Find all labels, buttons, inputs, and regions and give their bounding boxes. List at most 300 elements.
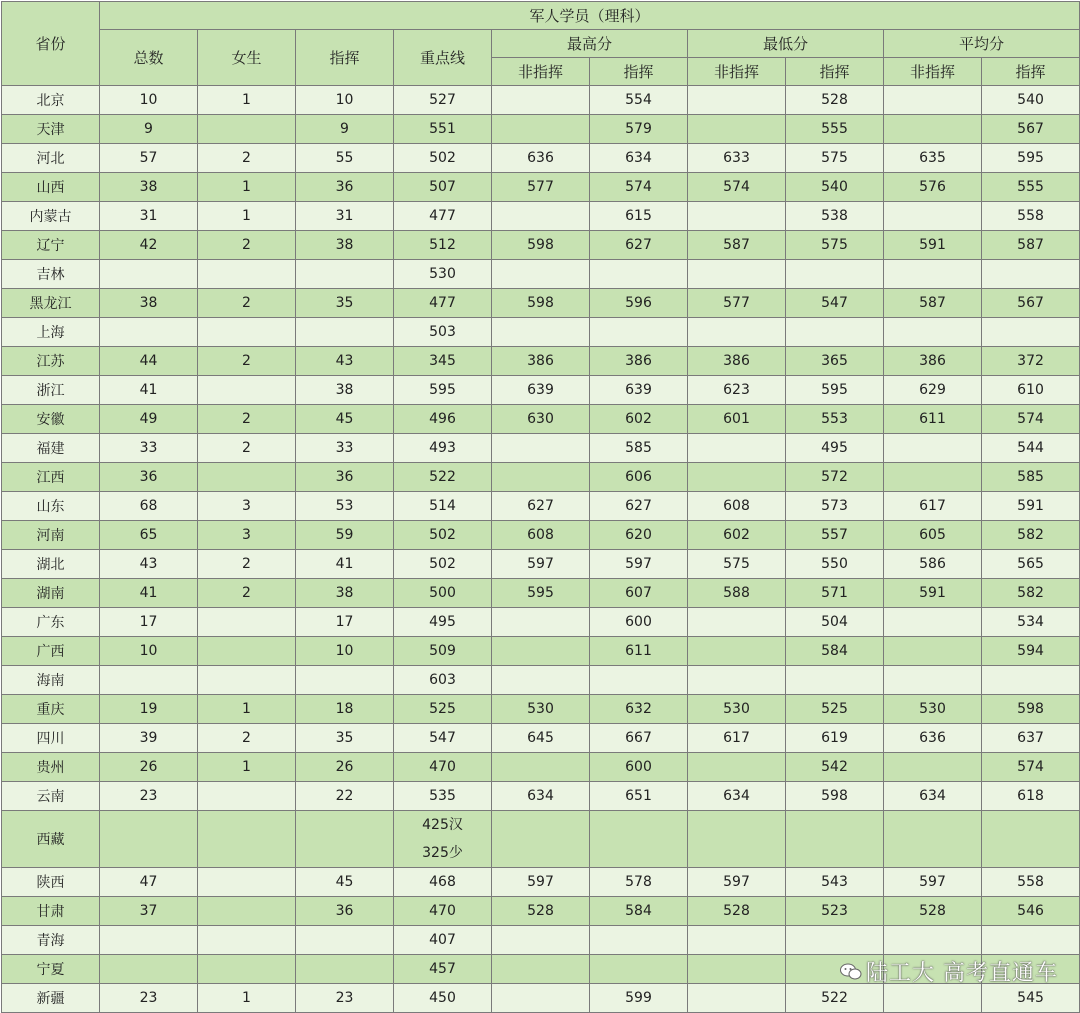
table-row (2, 318, 1080, 347)
total-cell: 49 (100, 405, 198, 434)
average-non-command-cell: 591 (884, 579, 982, 608)
highest-command-cell: 620 (590, 521, 688, 550)
highest-command-cell: 600 (590, 608, 688, 637)
highest-non-command-cell: 598 (492, 231, 590, 260)
province-cell: 四川 (2, 724, 100, 753)
total-cell: 43 (100, 550, 198, 579)
lowest-command-cell: 538 (786, 202, 884, 231)
table-row (2, 260, 1080, 289)
female-cell (198, 811, 296, 868)
key-line-cell: 522 (394, 463, 492, 492)
average-non-command-cell (884, 463, 982, 492)
average-non-command-cell (884, 608, 982, 637)
average-command-cell: 540 (982, 86, 1080, 115)
total-cell: 26 (100, 753, 198, 782)
highest-non-command-cell (492, 955, 590, 984)
command-cell: 22 (296, 782, 394, 811)
average-command-header: 指挥 (982, 58, 1080, 86)
command-cell: 38 (296, 231, 394, 260)
lowest-command-cell (786, 260, 884, 289)
highest-command-cell (590, 811, 688, 868)
total-cell: 36 (100, 463, 198, 492)
table-row (2, 782, 1080, 811)
total-cell: 42 (100, 231, 198, 260)
highest-command-cell: 597 (590, 550, 688, 579)
province-cell: 陕西 (2, 868, 100, 897)
average-non-command-cell: 586 (884, 550, 982, 579)
female-cell: 1 (198, 173, 296, 202)
total-cell: 19 (100, 695, 198, 724)
total-cell: 38 (100, 173, 198, 202)
lowest-non-command-cell (688, 637, 786, 666)
lowest-command-cell: 365 (786, 347, 884, 376)
average-non-command-cell: 617 (884, 492, 982, 521)
key-line-cell: 527 (394, 86, 492, 115)
average-non-command-cell: 528 (884, 897, 982, 926)
highest-command-cell: 607 (590, 579, 688, 608)
lowest-non-command-cell (688, 811, 786, 868)
highest-command-cell: 599 (590, 984, 688, 1013)
total-cell: 57 (100, 144, 198, 173)
average-non-command-cell (884, 666, 982, 695)
key-line-cell: 496 (394, 405, 492, 434)
average-non-command-cell (884, 115, 982, 144)
table-row (2, 434, 1080, 463)
table-row (2, 144, 1080, 173)
average-command-cell: 574 (982, 405, 1080, 434)
table-row (2, 521, 1080, 550)
female-cell: 2 (198, 579, 296, 608)
lowest-non-command-header: 非指挥 (688, 58, 786, 86)
command-cell: 23 (296, 984, 394, 1013)
average-command-cell: 567 (982, 289, 1080, 318)
highest-non-command-cell (492, 260, 590, 289)
average-command-cell: 555 (982, 173, 1080, 202)
highest-command-cell: 554 (590, 86, 688, 115)
command-cell: 26 (296, 753, 394, 782)
highest-command-cell: 585 (590, 434, 688, 463)
highest-non-command-cell (492, 753, 590, 782)
key-line-cell: 512 (394, 231, 492, 260)
lowest-non-command-cell: 633 (688, 144, 786, 173)
highest-command-cell: 606 (590, 463, 688, 492)
table-row (2, 86, 1080, 115)
key-line-cell: 468 (394, 868, 492, 897)
key-line-cell: 525 (394, 695, 492, 724)
female-cell: 2 (198, 405, 296, 434)
command-cell: 43 (296, 347, 394, 376)
lowest-command-cell (786, 318, 884, 347)
lowest-command-cell: 557 (786, 521, 884, 550)
highest-non-command-cell: 595 (492, 579, 590, 608)
female-cell (198, 926, 296, 955)
total-cell: 65 (100, 521, 198, 550)
lowest-non-command-cell (688, 926, 786, 955)
average-non-command-cell: 629 (884, 376, 982, 405)
command-cell: 35 (296, 724, 394, 753)
province-cell: 山西 (2, 173, 100, 202)
highest-command-cell: 651 (590, 782, 688, 811)
total-cell: 47 (100, 868, 198, 897)
average-non-command-cell (884, 811, 982, 868)
average-command-cell: 567 (982, 115, 1080, 144)
highest-non-command-cell (492, 608, 590, 637)
average-command-cell: 544 (982, 434, 1080, 463)
command-cell: 31 (296, 202, 394, 231)
average-non-command-cell (884, 753, 982, 782)
average-non-command-header: 非指挥 (884, 58, 982, 86)
total-cell: 17 (100, 608, 198, 637)
total-cell: 37 (100, 897, 198, 926)
average-non-command-cell: 636 (884, 724, 982, 753)
province-cell: 江苏 (2, 347, 100, 376)
female-cell: 2 (198, 550, 296, 579)
highest-non-command-header: 非指挥 (492, 58, 590, 86)
lowest-non-command-cell: 623 (688, 376, 786, 405)
admission-score-table (1, 1, 1080, 1013)
lowest-command-cell: 495 (786, 434, 884, 463)
table-row (2, 637, 1080, 666)
lowest-non-command-cell: 386 (688, 347, 786, 376)
average-command-cell (982, 260, 1080, 289)
province-cell: 黑龙江 (2, 289, 100, 318)
highest-non-command-cell: 639 (492, 376, 590, 405)
key-line-cell: 509 (394, 637, 492, 666)
average-command-cell: 534 (982, 608, 1080, 637)
average-command-cell: 585 (982, 463, 1080, 492)
total-cell: 39 (100, 724, 198, 753)
average-non-command-cell: 591 (884, 231, 982, 260)
key-line-cell: 450 (394, 984, 492, 1013)
key-line-cell: 535 (394, 782, 492, 811)
lowest-non-command-cell (688, 463, 786, 492)
command-cell: 17 (296, 608, 394, 637)
key-line-cell: 477 (394, 202, 492, 231)
province-cell: 重庆 (2, 695, 100, 724)
highest-non-command-cell (492, 318, 590, 347)
table-body (2, 86, 1080, 1013)
province-cell: 新疆 (2, 984, 100, 1013)
lowest-header: 最低分 (688, 30, 884, 58)
command-cell (296, 666, 394, 695)
command-cell: 35 (296, 289, 394, 318)
average-command-cell: 372 (982, 347, 1080, 376)
lowest-command-cell (786, 955, 884, 984)
key-line-cell: 551 (394, 115, 492, 144)
average-non-command-cell (884, 318, 982, 347)
lowest-non-command-cell (688, 753, 786, 782)
table-header (2, 2, 1080, 86)
average-command-cell: 637 (982, 724, 1080, 753)
female-cell (198, 868, 296, 897)
key-line-cell: 500 (394, 579, 492, 608)
table-row (2, 724, 1080, 753)
total-cell (100, 811, 198, 868)
average-command-cell: 546 (982, 897, 1080, 926)
female-cell: 1 (198, 984, 296, 1013)
total-cell: 38 (100, 289, 198, 318)
average-command-cell: 558 (982, 868, 1080, 897)
lowest-command-cell (786, 811, 884, 868)
command-header: 指挥 (296, 30, 394, 86)
table-row (2, 984, 1080, 1013)
highest-command-cell: 602 (590, 405, 688, 434)
key-line-cell: 470 (394, 897, 492, 926)
total-cell: 68 (100, 492, 198, 521)
lowest-command-cell: 584 (786, 637, 884, 666)
province-header: 省份 (2, 2, 100, 86)
group-title: 军人学员（理科） (100, 2, 1080, 30)
average-non-command-cell (884, 637, 982, 666)
key-line-cell: 595 (394, 376, 492, 405)
lowest-non-command-cell (688, 984, 786, 1013)
province-cell: 海南 (2, 666, 100, 695)
average-command-cell: 591 (982, 492, 1080, 521)
female-cell: 2 (198, 231, 296, 260)
command-cell (296, 260, 394, 289)
lowest-non-command-cell: 608 (688, 492, 786, 521)
average-non-command-cell: 634 (884, 782, 982, 811)
lowest-non-command-cell: 588 (688, 579, 786, 608)
total-cell: 9 (100, 115, 198, 144)
female-cell: 1 (198, 86, 296, 115)
female-cell (198, 376, 296, 405)
female-cell: 3 (198, 521, 296, 550)
table-row (2, 405, 1080, 434)
average-command-cell: 545 (982, 984, 1080, 1013)
lowest-non-command-cell (688, 260, 786, 289)
key-line-cell: 407 (394, 926, 492, 955)
table-row (2, 868, 1080, 897)
average-header: 平均分 (884, 30, 1080, 58)
lowest-non-command-cell: 617 (688, 724, 786, 753)
table-row (2, 231, 1080, 260)
key-line-cell: 502 (394, 144, 492, 173)
province-cell: 山东 (2, 492, 100, 521)
key-line-cell: 530 (394, 260, 492, 289)
key-line-cell: 495 (394, 608, 492, 637)
female-cell (198, 955, 296, 984)
lowest-non-command-cell: 601 (688, 405, 786, 434)
female-cell (198, 115, 296, 144)
highest-non-command-cell (492, 115, 590, 144)
command-cell (296, 926, 394, 955)
average-command-cell: 618 (982, 782, 1080, 811)
highest-command-cell: 386 (590, 347, 688, 376)
lowest-non-command-cell (688, 608, 786, 637)
highest-non-command-cell: 597 (492, 868, 590, 897)
average-command-cell: 610 (982, 376, 1080, 405)
lowest-non-command-cell: 530 (688, 695, 786, 724)
key-line-cell: 503 (394, 318, 492, 347)
key-line-cell: 514 (394, 492, 492, 521)
lowest-command-cell: 540 (786, 173, 884, 202)
table-row (2, 811, 1080, 868)
province-cell: 吉林 (2, 260, 100, 289)
table-row (2, 289, 1080, 318)
average-command-cell: 587 (982, 231, 1080, 260)
lowest-command-cell: 553 (786, 405, 884, 434)
average-non-command-cell (884, 434, 982, 463)
average-non-command-cell: 587 (884, 289, 982, 318)
highest-command-cell: 627 (590, 492, 688, 521)
female-cell: 2 (198, 347, 296, 376)
female-cell: 1 (198, 202, 296, 231)
province-cell: 上海 (2, 318, 100, 347)
lowest-command-cell: 573 (786, 492, 884, 521)
highest-non-command-cell (492, 666, 590, 695)
average-non-command-cell: 576 (884, 173, 982, 202)
command-cell: 41 (296, 550, 394, 579)
command-cell (296, 955, 394, 984)
lowest-command-cell: 619 (786, 724, 884, 753)
command-cell: 45 (296, 868, 394, 897)
command-cell: 9 (296, 115, 394, 144)
lowest-non-command-cell (688, 434, 786, 463)
table-row (2, 115, 1080, 144)
lowest-command-cell: 528 (786, 86, 884, 115)
key-line-cell: 477 (394, 289, 492, 318)
province-cell: 西藏 (2, 811, 100, 868)
total-cell: 41 (100, 376, 198, 405)
highest-non-command-cell: 597 (492, 550, 590, 579)
highest-command-cell: 634 (590, 144, 688, 173)
table-row (2, 897, 1080, 926)
female-cell (198, 463, 296, 492)
highest-non-command-cell: 598 (492, 289, 590, 318)
province-cell: 湖南 (2, 579, 100, 608)
province-cell: 云南 (2, 782, 100, 811)
command-cell (296, 811, 394, 868)
lowest-command-cell: 555 (786, 115, 884, 144)
total-cell: 31 (100, 202, 198, 231)
highest-non-command-cell: 627 (492, 492, 590, 521)
lowest-non-command-cell: 528 (688, 897, 786, 926)
total-cell (100, 260, 198, 289)
lowest-non-command-cell: 634 (688, 782, 786, 811)
province-cell: 安徽 (2, 405, 100, 434)
average-command-cell: 574 (982, 753, 1080, 782)
table-row (2, 463, 1080, 492)
highest-command-cell: 596 (590, 289, 688, 318)
table-row (2, 202, 1080, 231)
highest-command-cell: 574 (590, 173, 688, 202)
table-row (2, 753, 1080, 782)
highest-command-cell: 579 (590, 115, 688, 144)
female-cell: 1 (198, 753, 296, 782)
lowest-non-command-cell (688, 955, 786, 984)
province-cell: 福建 (2, 434, 100, 463)
province-cell: 辽宁 (2, 231, 100, 260)
female-cell (198, 608, 296, 637)
province-cell: 广西 (2, 637, 100, 666)
average-command-cell: 594 (982, 637, 1080, 666)
female-cell: 2 (198, 144, 296, 173)
highest-non-command-cell: 636 (492, 144, 590, 173)
table-row (2, 955, 1080, 984)
command-cell: 36 (296, 463, 394, 492)
table-row (2, 579, 1080, 608)
province-cell: 宁夏 (2, 955, 100, 984)
average-non-command-cell: 611 (884, 405, 982, 434)
lowest-non-command-cell (688, 318, 786, 347)
province-cell: 湖北 (2, 550, 100, 579)
lowest-command-cell: 547 (786, 289, 884, 318)
command-cell: 55 (296, 144, 394, 173)
female-cell (198, 260, 296, 289)
highest-command-cell: 611 (590, 637, 688, 666)
province-cell: 天津 (2, 115, 100, 144)
average-command-cell (982, 811, 1080, 868)
highest-command-cell (590, 260, 688, 289)
key-line-cell: 547 (394, 724, 492, 753)
key-line-cell: 502 (394, 521, 492, 550)
highest-non-command-cell (492, 637, 590, 666)
highest-command-cell (590, 318, 688, 347)
total-cell (100, 666, 198, 695)
female-cell: 3 (198, 492, 296, 521)
province-cell: 河南 (2, 521, 100, 550)
female-header: 女生 (198, 30, 296, 86)
table-row (2, 492, 1080, 521)
female-cell: 2 (198, 434, 296, 463)
lowest-non-command-cell (688, 86, 786, 115)
province-cell: 江西 (2, 463, 100, 492)
highest-command-cell: 639 (590, 376, 688, 405)
lowest-non-command-cell: 587 (688, 231, 786, 260)
average-command-cell (982, 955, 1080, 984)
total-cell: 41 (100, 579, 198, 608)
total-cell: 10 (100, 86, 198, 115)
highest-command-cell (590, 926, 688, 955)
highest-non-command-cell: 634 (492, 782, 590, 811)
female-cell (198, 897, 296, 926)
lowest-command-cell: 522 (786, 984, 884, 1013)
average-non-command-cell: 635 (884, 144, 982, 173)
total-cell (100, 955, 198, 984)
highest-command-cell: 627 (590, 231, 688, 260)
table-row (2, 666, 1080, 695)
lowest-non-command-cell: 577 (688, 289, 786, 318)
lowest-non-command-cell (688, 666, 786, 695)
average-command-cell (982, 666, 1080, 695)
highest-command-cell (590, 955, 688, 984)
watermark-text: 陆工大 高考直通车 (866, 961, 1058, 986)
highest-command-cell: 584 (590, 897, 688, 926)
average-non-command-cell (884, 202, 982, 231)
female-cell (198, 318, 296, 347)
key-line-header: 重点线 (394, 30, 492, 86)
highest-non-command-cell: 630 (492, 405, 590, 434)
female-cell: 2 (198, 724, 296, 753)
table-row (2, 347, 1080, 376)
total-header: 总数 (100, 30, 198, 86)
key-line-cell: 457 (394, 955, 492, 984)
lowest-command-cell: 523 (786, 897, 884, 926)
average-command-cell (982, 926, 1080, 955)
female-cell: 1 (198, 695, 296, 724)
highest-header: 最高分 (492, 30, 688, 58)
average-command-cell: 558 (982, 202, 1080, 231)
highest-non-command-cell: 577 (492, 173, 590, 202)
lowest-command-cell: 575 (786, 231, 884, 260)
total-cell: 44 (100, 347, 198, 376)
female-cell (198, 782, 296, 811)
average-non-command-cell: 605 (884, 521, 982, 550)
average-command-cell: 595 (982, 144, 1080, 173)
total-cell: 33 (100, 434, 198, 463)
lowest-non-command-cell: 602 (688, 521, 786, 550)
